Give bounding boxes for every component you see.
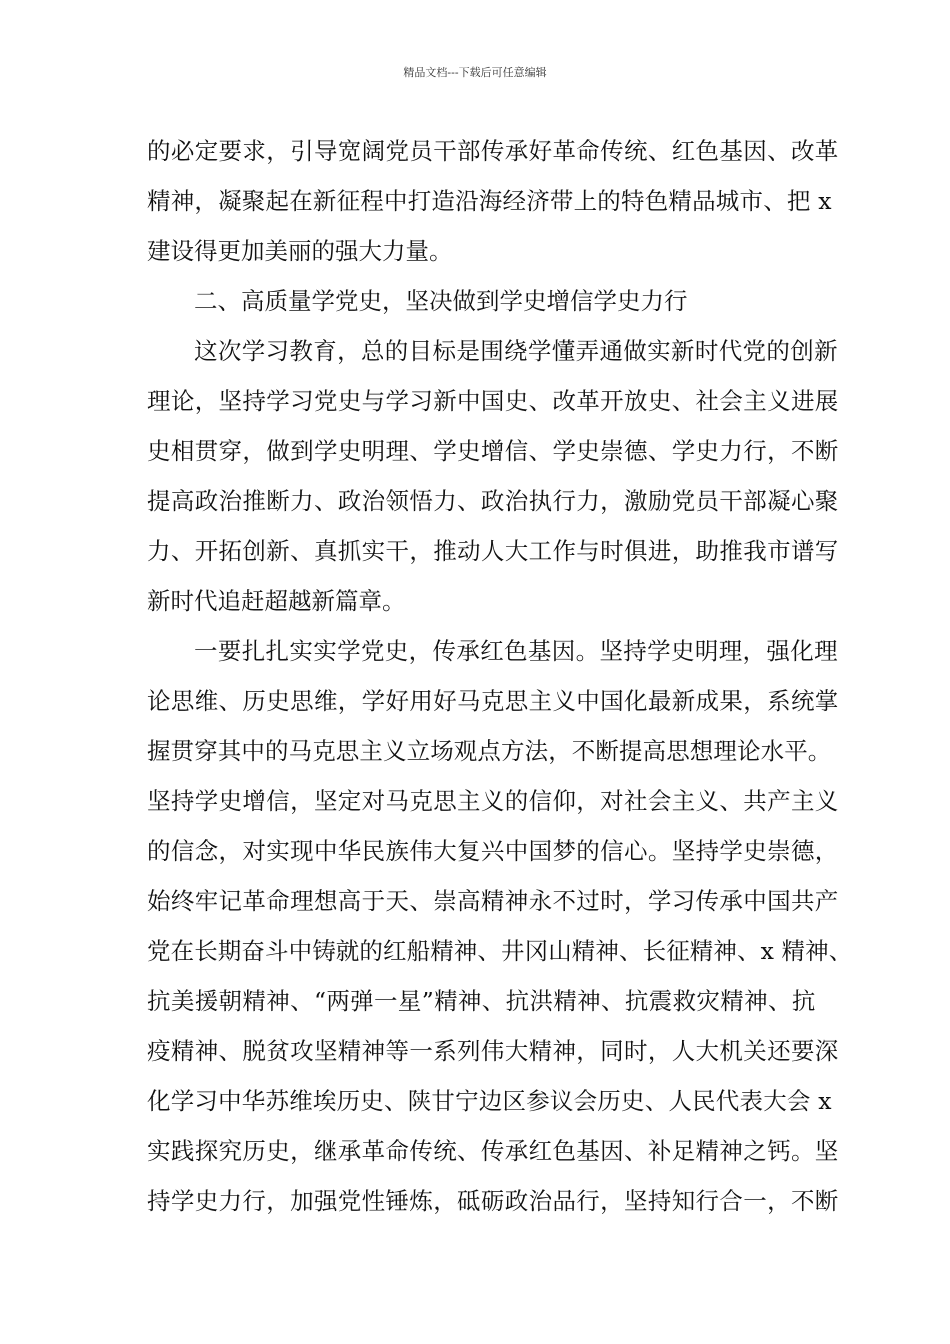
text-line: 力、开拓创新、真抓实干，推动人大工作与时俱进，助推我市谱写 bbox=[147, 537, 839, 565]
text-line: 理论，坚持学习党史与学习新中国史、改革开放史、社会主义进展 bbox=[147, 387, 839, 415]
text-line: 新时代追赶超越新篇章。 bbox=[147, 587, 406, 615]
text-line: 提高政治推断力、政治领悟力、政治执行力，激励党员干部凝心聚 bbox=[147, 487, 839, 515]
text-line: 史相贯穿，做到学史明理、学史增信、学史崇德、学史力行，不断 bbox=[147, 437, 839, 465]
text-line: 抗美援朝精神、“两弹一星”精神、抗洪精神、抗震救灾精神、抗 bbox=[147, 987, 816, 1015]
text-line: 的必定要求，引导宽阔党员干部传承好革命传统、红色基因、改革 bbox=[147, 137, 839, 165]
text-line: 精神，凝聚起在新征程中打造沿海经济带上的特色精品城市、把 x bbox=[147, 187, 832, 215]
text-line: 一要扎扎实实学党史，传承红色基因。坚持学史明理，强化理 bbox=[194, 637, 838, 665]
text-line: 建设得更加美丽的强大力量。 bbox=[147, 237, 453, 265]
text-line: 化学习中华苏维埃历史、陕甘宁边区参议会历史、人民代表大会 x bbox=[147, 1087, 832, 1115]
text-line: 的信念，对实现中华民族伟大复兴中国梦的信心。坚持学史崇德， bbox=[147, 837, 839, 865]
text-line: 坚持学史增信，坚定对马克思主义的信仰，对社会主义、共产主义 bbox=[147, 787, 839, 815]
text-line: 论思维、历史思维，学好用好马克思主义中国化最新成果，系统掌 bbox=[147, 687, 839, 715]
text-line: 握贯穿其中的马克思主义立场观点方法，不断提高思想理论水平。 bbox=[147, 737, 832, 765]
page-header: 精品文档---下载后可任意编辑 bbox=[403, 66, 547, 79]
text-line: 党在长期奋斗中铸就的红船精神、井冈山精神、长征精神、x 精神、 bbox=[147, 937, 853, 965]
text-line: 持学史力行，加强党性锤炼，砥砺政治品行，坚持知行合一，不断 bbox=[147, 1187, 839, 1215]
text-line: 实践探究历史，继承革命传统、传承红色基因、补足精神之钙。坚 bbox=[147, 1137, 839, 1165]
text-line: 这次学习教育，总的目标是围绕学懂弄通做实新时代党的创新 bbox=[194, 337, 838, 365]
section-heading: 二、高质量学党史，坚决做到学史增信学史力行 bbox=[194, 287, 688, 315]
text-line: 始终牢记革命理想高于天、崇高精神永不过时，学习传承中国共产 bbox=[147, 887, 839, 915]
text-line: 疫精神、脱贫攻坚精神等一系列伟大精神，同时，人大机关还要深 bbox=[147, 1037, 839, 1065]
